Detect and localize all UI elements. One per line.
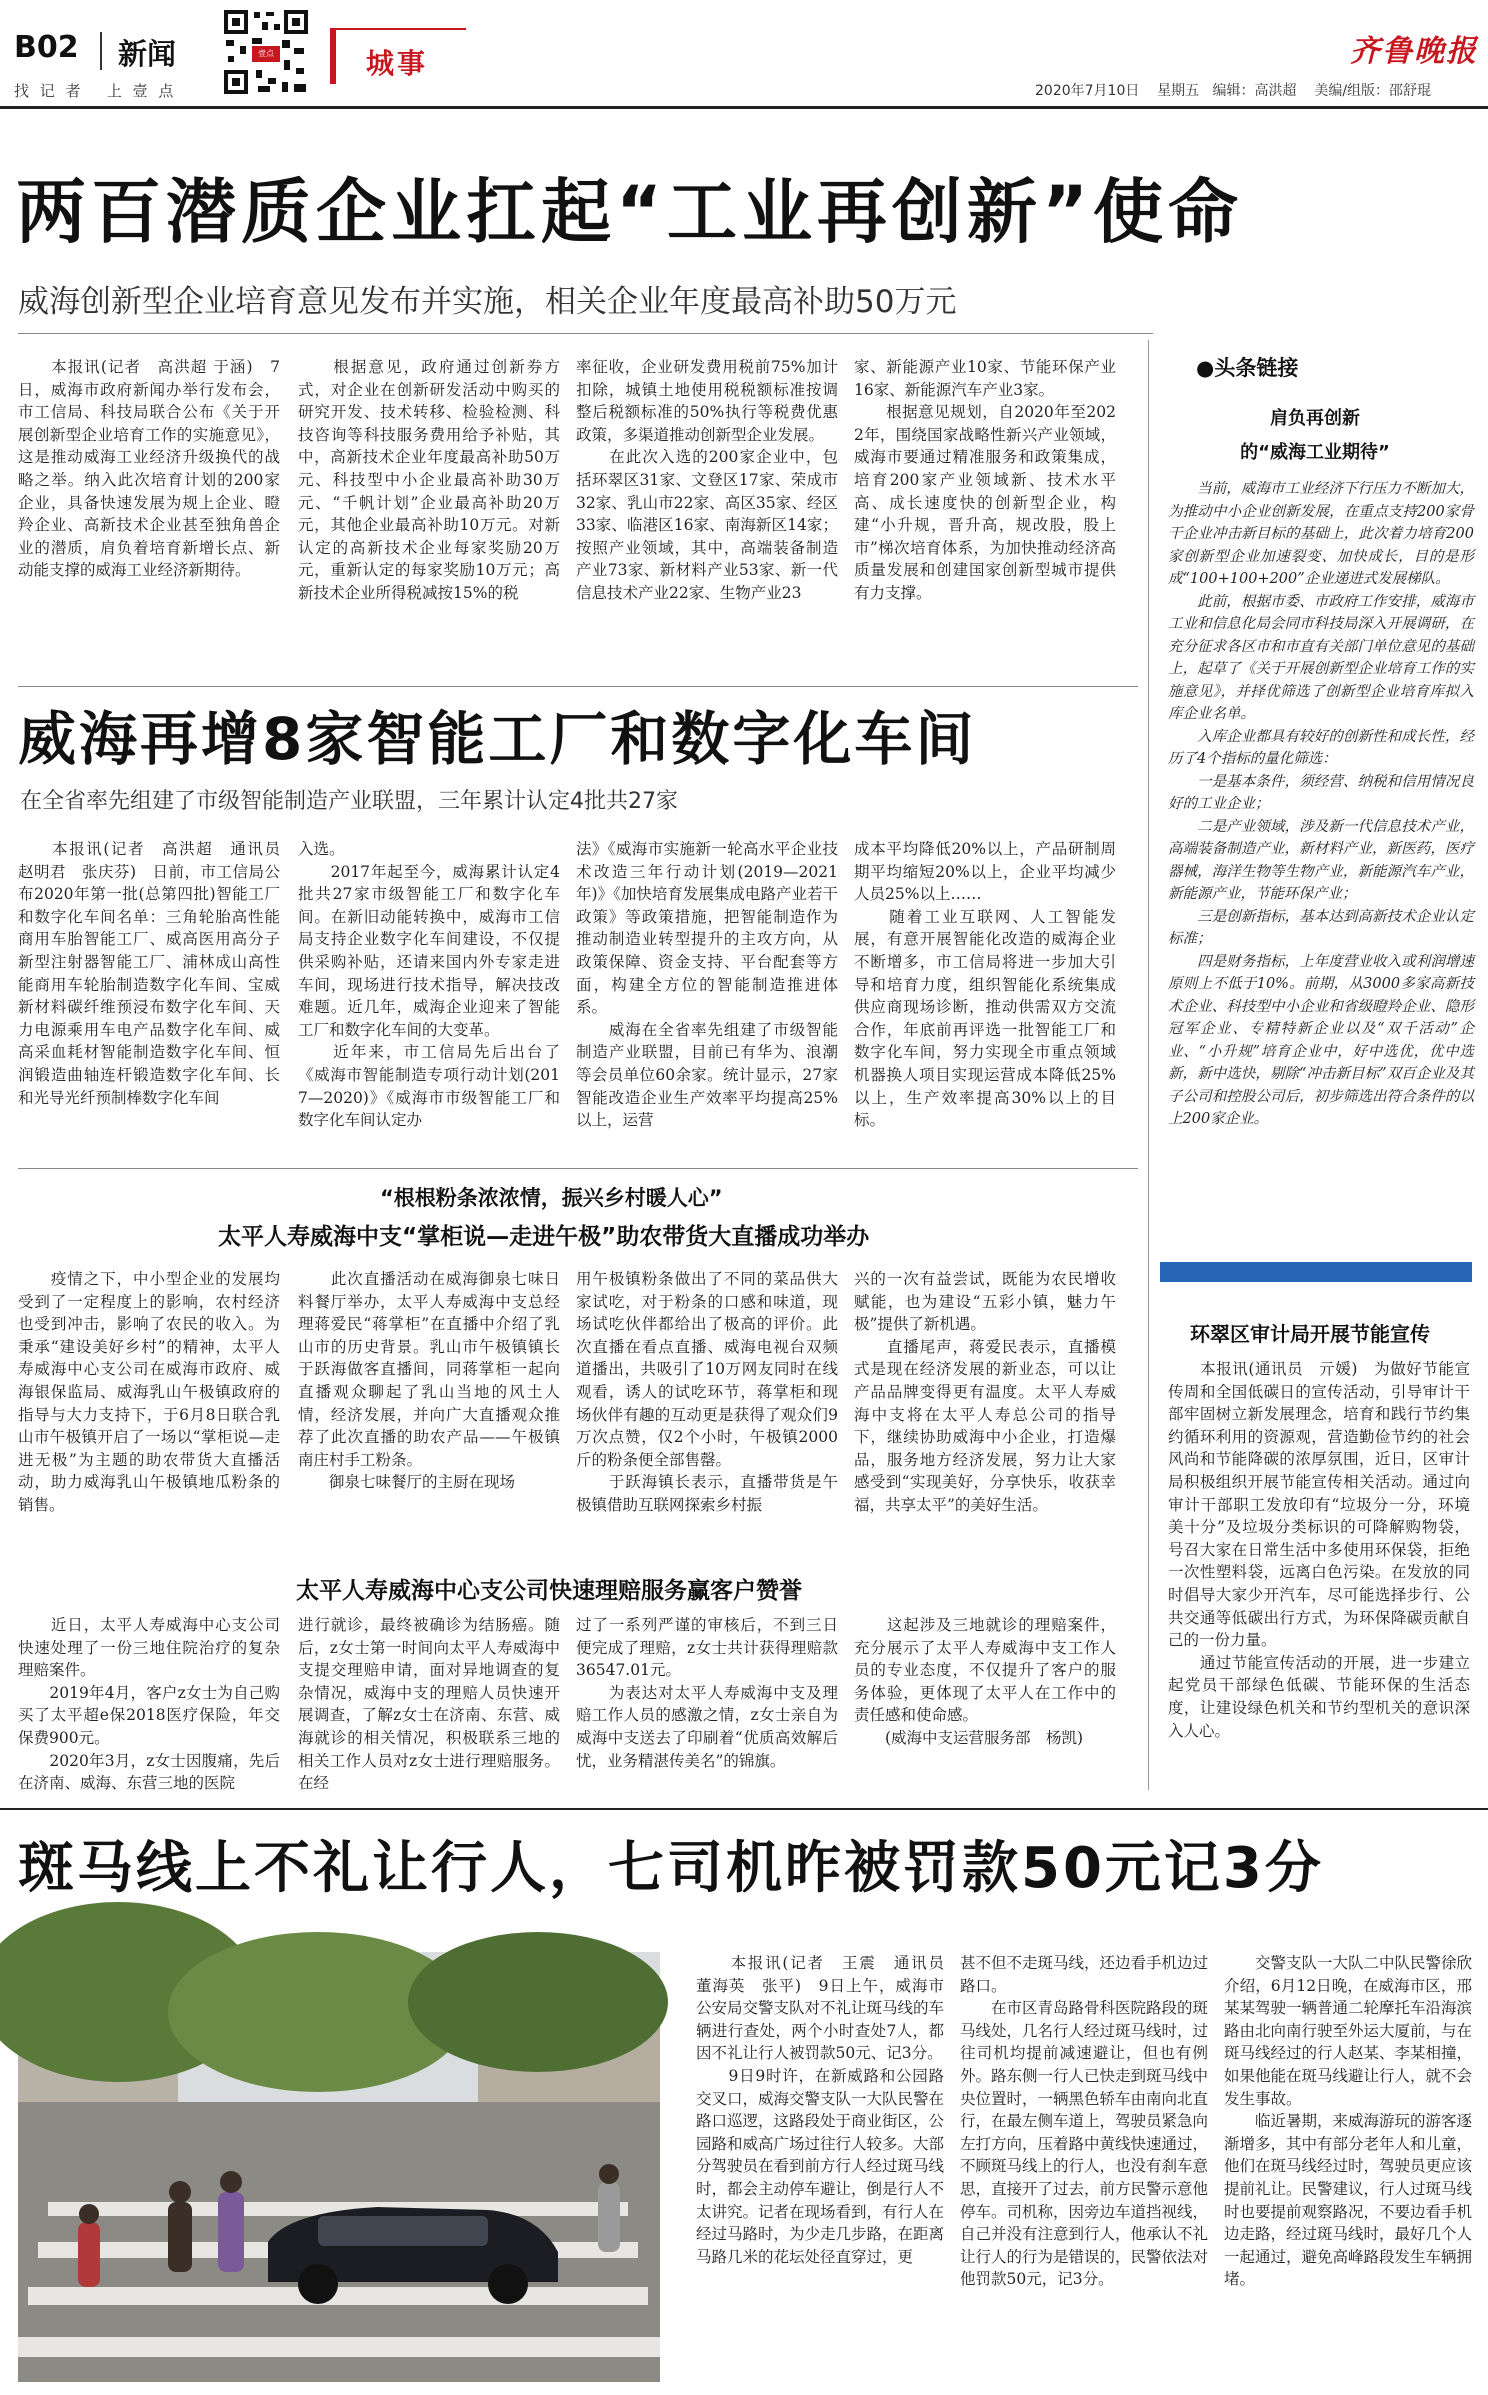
article2-col4: 成本平均降低20%以上，产品研制周期平均缩短20%以上，企业平均减少人员25%以上…… 随着工业互联网、人工智能发展，有意开展智能化改造的威海企业不断增多，市工信局将进一步加大引导和培育力度，组织智能化系统集成供应商现场诊断，推动供需双方交流合作，年底前再评选一批智能工厂和数字化车间，努力实现全市重点领域机器换人项目实现运营成本降低25%以上，生产效率提高30%以上的目标。 <box>854 840 1116 1130</box>
masthead-rule <box>0 106 1488 109</box>
sidebar-p1: 当前，威海市工业经济下行压力不断加大，为推动中小企业创新发展，在重点支持200家骨干企业冲击新目标的基础上，此次着力培育200家创新型企业加速裂变、加快成长，目的是形成“100+100+200”企业递进式发展梯队。 <box>1168 481 1474 587</box>
qr-caption: 壹点 <box>258 49 274 58</box>
sidebar-p5: 二是产业领域，涉及新一代信息技术产业，高端装备制造产业，新材料产业，新医药，医疗器械，海洋生物等生物产业，新能源汽车产业，新能源产业，节能环保产业； <box>1168 818 1474 902</box>
article2-col2: 入选。 2017年起至今，威海累计认定4批共27家市级智能工厂和数字化车间。在新旧动能转换中，威海市工信局支持企业数字化车间建设，不仅提供采购补贴，还请来国内外专家走进车间，现场进行技术指导，解决技改难题。近几年，威海企业迎来了智能工厂和数字化车间的大变革。 近年来，市工信局先后出台了《威海市智能制造专项行动计划(2017—2020)》《威海市市级智能工厂和数字化车间认定办 <box>298 840 560 1130</box>
sidebar-p3: 入库企业都具有较好的创新性和成长性，经历了4个指标的量化筛选： <box>1168 728 1474 767</box>
article6-col3: 交警支队一大队二中队民警徐欣介绍，6月12日晚，在威海市区，邢某某驾驶一辆普通二轮摩托车沿海滨路由北向南行驶至外运大厦前，与在斑马线经过的行人赵某、李某相撞，如果他能在斑马线避让行人，就不会发生事故。 临近暑期，来威海游玩的游客逐渐增多，其中有部分老年人和儿童，他们在斑马线经过时，驾驶员更应该提前礼让。民警建议，行人过斑马线时也要提前观察路况，不要边看手机边走路，经过斑马线时，最好几个人一起通过，避免高峰路段发生车辆拥堵。 <box>1224 1954 1473 2289</box>
article4-col1: 近日，太平人寿威海中心支公司快速处理了一份三地住院治疗的复杂理赔案件。 2019年4月，客户z女士为自己购买了太平超e保2018医疗保险，年交保费900元。 2020年3月，z女士因腹痛，先后在济南、威海、东营三地的医院 <box>18 1616 280 1793</box>
sidebar-label: ●头条链接 <box>1196 356 1299 380</box>
slogan: 找 记 者 上 壹 点 <box>14 82 177 100</box>
article3-col2: 此次直播活动在威海御泉七味日料餐厅举办，太平人寿威海中支总经理蒋爱民“蒋掌柜”在直播中介绍了乳山市的历史背景。乳山市午极镇镇长于跃海做客直播间，同蒋掌柜一起向直播观众聊起了乳山当地的风土人情，经济发展，并向广大直播观众推荐了此次直播的助农产品——午极镇南庄村手工粉条。 御泉七味餐厅的主厨在现场 <box>298 1270 560 1492</box>
section-divider <box>100 32 102 70</box>
article3-kicker: “根根粉条浓浓情，振兴乡村暖人心” <box>380 1186 723 1210</box>
article2-subtitle: 在全省率先组建了市级智能制造产业联盟，三年累计认定4批共27家 <box>20 789 678 814</box>
article4-title: 太平人寿威海中心支公司快速理赔服务赢客户赞誉 <box>296 1578 802 1604</box>
article1-col3: 率征收，企业研发费用税前75%加计扣除，城镇土地使用税税额标准按调整后税额标准的50%执行等税费优惠政策，多渠道推动创新型企业发展。 在此次入选的200家企业中，包括环翠区31家、文登区17家、荣成市32家、乳山市22家、高区35家、经区33家、临港区16家、南海新区14家；按照产业领域，其中，高端装备制造产业73家、新材料产业53家、新一代信息技术产业22家、生物产业23 <box>576 358 838 602</box>
article5-bar <box>1160 1262 1472 1282</box>
page-number: B02 <box>14 30 79 65</box>
article1-col2: 根据意见，政府通过创新券方式，对企业在创新研发活动中购买的研究开发、技术转移、检验检测、科技咨询等科技服务费用给予补贴，其中，高新技术企业年度最高补助50万元、科技型中小企业最高补助30万元、“千帆计划”企业最高补助20万元，其他企业最高补助10万元。对新认定的高新技术企业每家奖励20万元，重新认定的每家奖励10万元；高新技术企业所得税减按15%的税 <box>298 358 560 602</box>
article5-body: 本报讯(通讯员 亓媛) 为做好节能宣传周和全国低碳日的宣传活动，引导审计干部牢固树立新发展理念，培育和践行节约集约循环利用的资源观，营造勤俭节约的社会风尚和节能降碳的浓厚氛围，近日，区审计局积极组织开展节能宣传相关活动。通过向审计干部职工发放印有“垃圾分一分，环境美十分”及垃圾分类标识的可降解购物袋，号召大家在日常生活中多使用环保袋，拒绝一次性塑料袋，远离白色污染。在发放的同时倡导大家少开汽车，尽可能选择步行、公共交通等低碳出行方式，为环保降碳贡献自己的一份力量。 通过节能宣传活动的开展，进一步建立起党员干部绿色低碳、节能环保的生活态度，让建设绿色机关和节约型机关的意识深入人心。 <box>1168 1360 1470 1740</box>
article3-title: 太平人寿威海中支“掌柜说—走进午极”助农带货大直播成功举办 <box>218 1224 870 1250</box>
article3-col3: 用午极镇粉条做出了不同的菜品供大家试吃，对于粉条的口感和味道，现场试吃伙伴都给出了极高的评价。此次直播在看点直播、威海电视台双频道播出，共吸引了10万网友同时在线观看，诱人的试吃环节，蒋掌柜和现场伙伴有趣的互动更是获得了观众们9万次点赞，仅2个小时，午极镇2000斤的粉条便全部售罄。 于跃海镇长表示，直播带货是午极镇借助互联网探索乡村振 <box>576 1270 838 1514</box>
article2-col3: 法》《威海市实施新一轮高水平企业技术改造三年行动计划(2019—2021年)》《加快培育发展集成电路产业若干政策》等政策措施，把智能制造作为推动制造业转型提升的主攻方向，从政策保障、资金支持、平台配套等方面，构建全方位的智能制造推进体系。 威海在全省率先组建了市级智能制造产业联盟，目前已有华为、浪潮等会员单位60余家。统计显示，27家智能改造企业生产效率平均提高25%以上，运营 <box>576 840 838 1130</box>
article6-col2: 甚不但不走斑马线，还边看手机边过路口。 在市区青岛路骨科医院路段的斑马线处，几名行人经过斑马线时，过往司机均提前减速避让，但也有例外。路东侧一行人已快走到斑马线中央位置时，一辆黑色轿车由南向北直行，在最左侧车道上，驾驶员紧急向左打方向，压着路中黄线快速通过，不顾斑马线上的行人，也没有刹车意思，直接开了过去，前方民警示意他停车。司机称，因旁边车道挡视线，自己并没有注意到行人，他承认不礼让行人的行为是错误的，民警依法对他罚款50元，记3分。 <box>960 1954 1209 2289</box>
article2-top-rule <box>18 686 1138 687</box>
masthead <box>0 0 1488 140</box>
qr-code[interactable] <box>222 8 310 96</box>
article6-top-rule <box>0 1808 1488 1810</box>
article4-col4: 这起涉及三地就诊的理赔案件，充分展示了太平人寿威海中支工作人员的专业态度，不仅提升了客户的服务体验，更体现了太平人在工作中的责任感和使命感。 (威海中支运营服务部 杨凯) <box>854 1616 1116 1747</box>
sidebar-p2: 此前，根据市委、市政府工作安排，威海市工业和信息化局会同市科技局深入开展调研，在充分征求各区市和市直有关部门单位意见的基础上，起草了《关于开展创新型企业培育工作的实施意见》，并择优筛选了创新型企业培育库拟入库企业名单。 <box>1168 593 1474 722</box>
section-tag-label: 城事 <box>366 47 429 80</box>
article3-col1: 疫情之下，中小型企业的发展均受到了一定程度上的影响，农村经济也受到冲击，影响了农民的收入。为秉承“建设美好乡村”的精神，太平人寿威海中心支公司在威海市政府、威海银保监局、威海乳山午极镇政府的指导与大力支持下，于6月8日联合乳山市午极镇开启了一场以“掌柜说—走进无极”为主题的助农带货大直播活动，助力威海乳山午极镇地瓜粉条的销售。 <box>18 1270 280 1514</box>
designer: 美编/组版：邵舒琨 <box>1314 83 1432 99</box>
article1-col1: 本报讯(记者 高洪超 于涵) 7日，威海市政府新闻办举行发布会，市工信局、科技局联合公布《关于开展创新型企业培育工作的实施意见》，这是推动威海工业经济升级换代的战略之举。纳入此次培育计划的200家企业，具备快速发展为规上企业、瞪羚企业、高新技术企业甚至独角兽企业的潜质，肩负着培育新增长点、新动能支撑的威海工业经济新期待。 <box>18 358 280 580</box>
article2-col1: 本报讯(记者 高洪超 通讯员 赵明君 张庆芬) 日前，市工信局公布2020年第一批(总第四批)智能工厂和数字化车间名单：三角轮胎高性能商用车胎智能工厂、威高医用高分子新型注射器智能工厂、浦林成山高性能商用车轮胎制造数字化车间、宝威新材料碳纤维预浸布数字化车间、天力电源乘用车电产品数字化车间、威高采血耗材智能制造数字化车间、恒润锻造曲轴连杆锻造数字化车间、长和光导光纤预制棒数字化车间 <box>18 840 296 1107</box>
sidebar-p6: 三是创新指标，基本达到高新技术企业认定标准； <box>1168 908 1474 947</box>
article1-title: 两百潜质企业扛起“工业再创新”使命 <box>16 171 1244 253</box>
article1-subtitle: 威海创新型企业培育意见发布并实施，相关企业年度最高补助50万元 <box>18 284 957 320</box>
article5-title: 环翠区审计局开展节能宣传 <box>1190 1322 1430 1346</box>
article3-top-rule <box>18 1168 1138 1169</box>
sidebar-title-1: 肩负再创新 <box>1270 408 1360 429</box>
section-name: 新闻 <box>118 37 177 71</box>
issue-weekday: 星期五 <box>1157 83 1200 99</box>
sidebar-body <box>1168 478 1474 1238</box>
issue-date: 2020年7月10日 <box>1035 83 1140 99</box>
sidebar-p4: 一是基本条件，须经营、纳税和信用情况良好的工业企业； <box>1168 773 1474 812</box>
news-photo <box>18 1952 660 2382</box>
article6-title: 斑马线上不礼让行人，七司机昨被罚款50元记3分 <box>18 1836 1324 1901</box>
issue-info <box>1035 80 1431 100</box>
editor: 编辑：高洪超 <box>1212 83 1297 99</box>
article1-col4: 家、新能源产业10家、节能环保产业16家、新能源汽车产业3家。 根据意见规划，自2020年至2022年，围绕国家战略性新兴产业领域，威海市要通过精准服务和政策集成，培育200家产业领域新、技术水平高、成长速度快的创新型企业，构建“小升规，晋升高，规改股，股上市”梯次培育体系，为加快推动经济高质量发展和创建国家创新型城市提供有力支撑。 <box>854 358 1116 602</box>
section-tag <box>330 28 466 84</box>
sidebar-title-2: 的“威海工业期待” <box>1240 442 1390 463</box>
article4-col3: 过了一系列严谨的审核后，不到三日便完成了理赔，z女士共计获得理赔款36547.01元。 为表达对太平人寿威海中支及理赔工作人员的感激之情，z女士亲自为威海中支送去了印刷着“优质高效解后忧，业务精湛传美名”的锦旗。 <box>576 1616 838 1770</box>
sidebar-p7: 四是财务指标，上年度营业收入或利润增速原则上不低于10%。前期，从3000多家高新技术企业、科技型中小企业和省级瞪羚企业、隐形冠军企业、专精特新企业以及“双千活动”企业、“小升规”培育企业中，好中选优，优中选新，新中选快，剔除“冲击新目标”双百企业及其子公司和控股公司后，初步筛选出符合条件的以上200家企业。 <box>1168 953 1474 1127</box>
article3-col4: 兴的一次有益尝试，既能为农民增收赋能，也为建设“五彩小镇，魅力午极”提供了新机遇。 直播尾声，蒋爱民表示，直播模式是现在经济发展的新业态，可以让产品品牌变得更有温度。太平人寿威海中支将在太平人寿总公司的指导下，继续协助威海中小企业，打造爆品，服务地方经济发展，努力让大家感受到“实现美好，分享快乐，收获幸福，共享太平”的美好生活。 <box>854 1270 1116 1514</box>
article1-rule <box>18 333 1153 334</box>
article2-title: 威海再增8家智能工厂和数字化车间 <box>18 705 977 773</box>
article6-col1: 本报讯(记者 王震 通讯员 董海英 张平) 9日上午，威海市公安局交警支队对不礼让斑马线的车辆进行查处，两个小时查处7人，都因不礼让行人被罚款50元、记3分。 9日9时许，在新威路和公园路交叉口，威海交警支队一大队民警在路口巡逻，这路段处于商业街区，公园路和威高广场过往行人较多。大部分驾驶员在看到前方行人经过斑马线时，都会主动停车避让，倒是行人不太讲究。记者在现场看到，有行人在经过马路时，为少走几步路，在距离马路几米的花坛处径直穿过，更 <box>696 1954 945 2266</box>
brand-logo: 齐鲁晚报 <box>1350 34 1478 69</box>
sidebar-divider <box>1148 340 1149 1790</box>
article4-col2: 进行就诊，最终被确诊为结肠癌。随后，z女士第一时间向太平人寿威海中支提交理赔申请，面对异地调查的复杂情况，威海中支的理赔人员快速开展调查，了解z女士在济南、东营、威海就诊的相关情况，积极联系三地的相关工作人员对z女士进行理赔服务。在经 <box>298 1616 560 1793</box>
